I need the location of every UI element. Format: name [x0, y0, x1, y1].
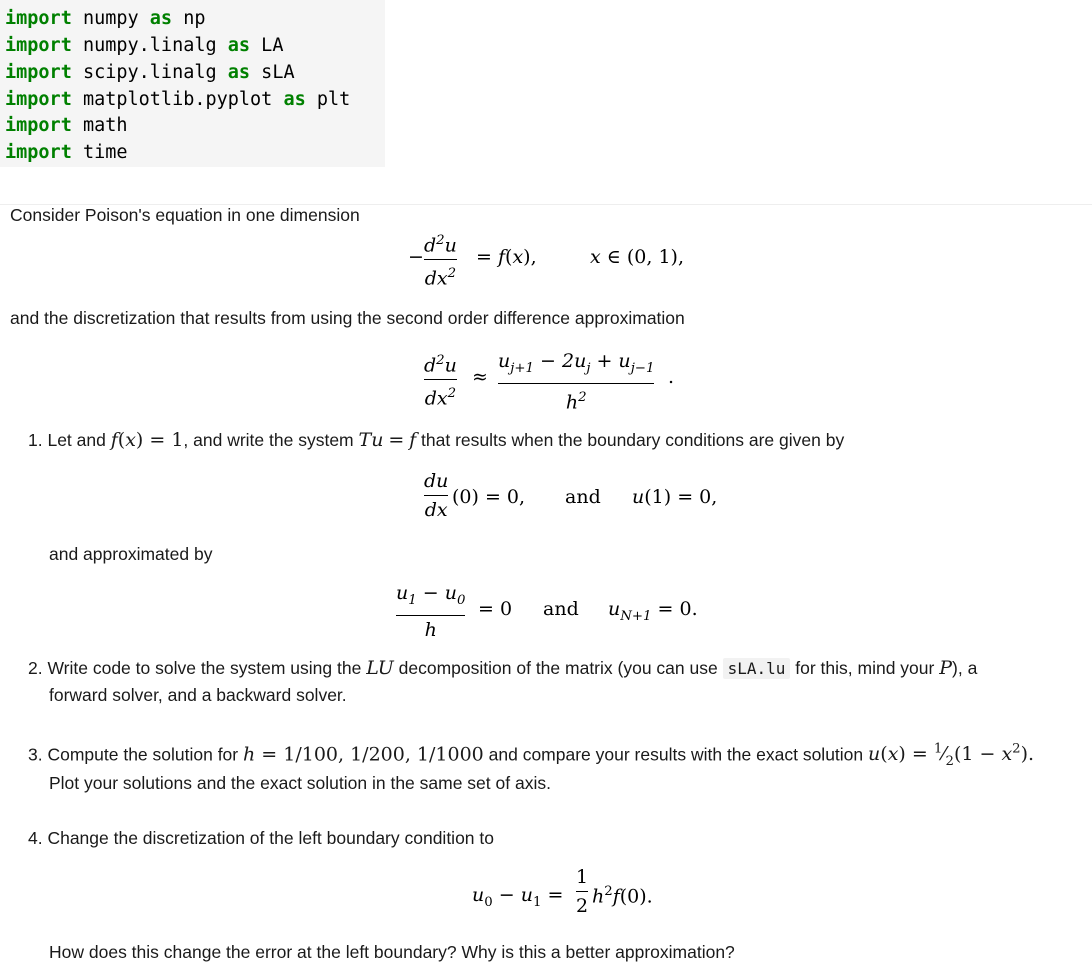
code-line: import scipy.linalg as sLA: [5, 62, 295, 83]
inline-code: sLA.lu: [723, 658, 791, 679]
item-2-continued: forward solver, and a backward solver.: [49, 685, 347, 705]
approximated-by-text: and approximated by: [49, 544, 213, 564]
item-3-continued: Plot your solutions and the exact solution in the same set of axis.: [49, 773, 551, 793]
item-2: 2. Write code to solve the system using the LU decomposition of the matrix (you can use sLA.lu for this, mind your P), a: [28, 657, 978, 679]
code-line: import numpy as np: [5, 8, 206, 29]
item-4: 4. Change the discretization of the left boundary condition to: [28, 828, 494, 848]
code-line: import matplotlib.pyplot as plt: [5, 89, 351, 110]
item-1: 1. Let and f(x) = 1, and write the system Tu = f that results when the boundary conditions are given by: [28, 429, 845, 451]
item-3: 3. Compute the solution for h = 1/100, 1/200, 1/1000 and compare your results with the exact solution $u(x) = ^1⁄_2(1 - x^2)$.: [28, 742, 1035, 770]
question-text: How does this change the error at the left boundary? Why is this a better approximation?: [49, 942, 735, 962]
code-cell[interactable]: [0, 0, 385, 167]
discretization-text: and the discretization that results from using the second order difference approximation: [10, 308, 685, 328]
code-line: import math: [5, 115, 128, 136]
intro-text: Consider Poison's equation in one dimension: [10, 205, 360, 225]
code-line: import time: [5, 142, 128, 163]
code-line: import numpy.linalg as LA: [5, 35, 284, 56]
